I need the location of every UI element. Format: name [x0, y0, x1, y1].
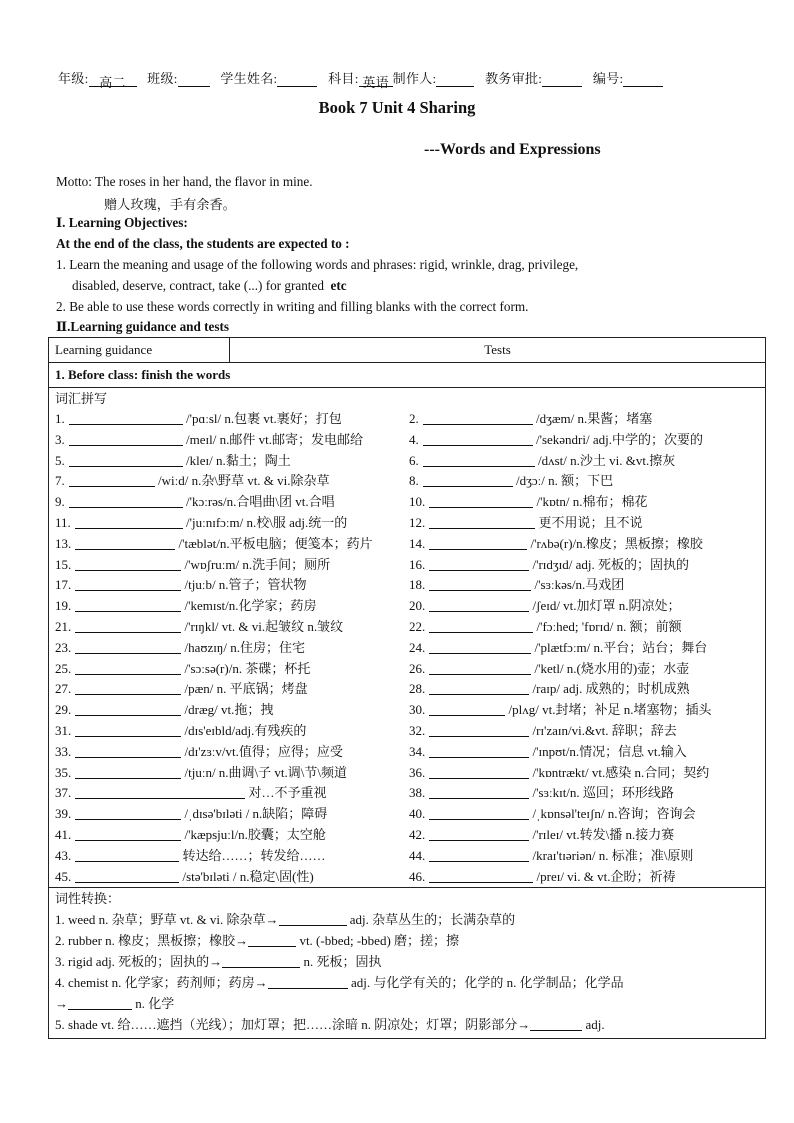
vocab-item — [409, 575, 759, 596]
vocab-item — [409, 783, 759, 804]
objective-1-line-1: 1. Learn the meaning and usage of the following words and phrases: rigid, wrinkle, drag, privilege, — [56, 257, 579, 272]
vocab-answer-blank[interactable] — [75, 618, 181, 633]
author-field[interactable] — [436, 72, 474, 87]
vocab-definition: /dʒæm/ n.果酱；堵塞 — [532, 411, 653, 426]
vocab-definition: /'sɜːkəs/n.马戏团 — [531, 577, 625, 593]
arrow-icon: → — [55, 996, 68, 1012]
vocab-definition: /preɪ/ vi. & vt.企盼；祈祷 — [533, 868, 676, 884]
vocab-definition: /'sɜːkɪt/n. 巡回；环形线路 — [529, 785, 674, 801]
vocab-definition: /'pɑːsl/ n.包裹 vt.裹好；打包 — [182, 411, 342, 426]
vocab-definition: /dʌst/ n.沙土 vi. &vt.擦灰 — [534, 452, 676, 468]
vocab-item — [55, 617, 409, 638]
vocab-item — [409, 555, 759, 576]
conversion-list — [55, 909, 759, 1035]
vocab-number: 6. — [409, 452, 419, 468]
objective-2: 2. Be able to use these words correctly in writing and filling blanks with the correct form. — [56, 299, 529, 314]
vocab-item-row — [55, 846, 759, 867]
vocab-definition: /dʒɔː/ n. 额；下巴 — [512, 473, 614, 489]
page-title: Book 7 Unit 4 Sharing — [318, 98, 476, 117]
vocab-definition: /'kɔːrəs/n.合唱曲\团 vt.合唱 — [182, 494, 335, 510]
vocab-definition: /'fɔːhed; 'fɒrɪd/ n. 额；前额 — [533, 618, 682, 634]
vocab-item — [409, 451, 759, 472]
vocab-item — [409, 763, 759, 784]
vocab-number: 11. — [55, 514, 71, 530]
vocab-number: 44. — [409, 847, 426, 863]
vocab-number: 21. — [55, 618, 72, 634]
conversion-answer-blank[interactable] — [248, 932, 296, 947]
vocab-definition: /'ketl/ n.(烧水用的)壶；水壶 — [531, 660, 690, 676]
vocab-number: 25. — [55, 660, 72, 676]
vocab-definition: /meɪl/ n.邮件 vt.邮寄；发电邮给 — [182, 431, 363, 447]
vocab-number: 22. — [409, 618, 426, 634]
vocab-item — [55, 451, 409, 472]
vocab-number: 14. — [409, 535, 426, 551]
vocab-definition: /dɪ'zɜːv/vt.值得；应得；应受 — [181, 743, 343, 759]
vocab-item — [55, 471, 409, 492]
vocab-item — [409, 825, 759, 846]
vocab-item — [55, 659, 409, 680]
vocab-answer-blank[interactable] — [75, 701, 181, 716]
vocab-number: 40. — [409, 806, 426, 822]
student-name-label: 学生姓名: — [220, 71, 278, 86]
vocab-answer-blank[interactable] — [69, 431, 183, 446]
vocab-cell — [49, 388, 766, 888]
vocab-definition: 更不用说；且不说 — [535, 514, 643, 530]
conversion-item — [55, 930, 759, 951]
vocab-definition: /'rɪdʒɪd/ adj. 死板的；固执的 — [529, 556, 690, 572]
vocab-item-row — [55, 492, 759, 513]
vocab-definition: /'kæpsjuːl/n.胶囊；太空舱 — [181, 826, 326, 842]
vocab-definition: /haʊzɪŋ/ n.住房；住宅 — [181, 639, 305, 655]
vocab-number: 1. — [55, 411, 65, 426]
vocab-item-row — [55, 451, 759, 472]
vocab-answer-blank[interactable] — [69, 452, 183, 467]
vocab-item — [55, 721, 409, 742]
vocab-item-row — [55, 638, 759, 659]
vocab-definition: /ʃeɪd/ vt.加灯罩 n.阴凉处； — [529, 598, 681, 614]
vocab-number: 10. — [409, 494, 426, 510]
vocab-definition: 对…不予重视 — [245, 785, 327, 801]
vocab-number: 4. — [409, 431, 419, 447]
vocab-answer-blank[interactable] — [75, 597, 181, 612]
vocab-answer-blank[interactable] — [75, 743, 181, 758]
worksheet-header — [58, 68, 748, 90]
vocab-answer-blank[interactable] — [423, 472, 513, 487]
vocab-answer-blank[interactable] — [75, 826, 181, 841]
vocab-definition: /'kɒtn/ n.棉布；棉花 — [533, 494, 648, 510]
grade-label: 年级: — [58, 71, 89, 86]
vocab-number: 19. — [55, 598, 72, 614]
vocab-item — [409, 867, 759, 888]
vocab-answer-blank[interactable] — [429, 722, 529, 737]
vocab-item — [409, 409, 759, 430]
vocab-item — [55, 492, 409, 513]
vocab-item — [55, 679, 409, 700]
vocab-answer-blank[interactable] — [75, 868, 179, 883]
student-name-field[interactable] — [277, 72, 317, 87]
conversion-title: 词性转换： — [55, 891, 121, 907]
vocab-item-row — [55, 783, 759, 804]
vocab-answer-blank[interactable] — [69, 493, 183, 508]
vocab-number: 41. — [55, 826, 72, 842]
vocab-item — [409, 679, 759, 700]
vocab-answer-blank[interactable] — [429, 660, 531, 675]
vocab-number: 37. — [55, 785, 72, 801]
vocab-number: 35. — [55, 764, 72, 780]
vocab-definition: /'wɒʃruːm/ n.洗手间；厕所 — [181, 556, 331, 572]
vocab-definition: 转达给……；转发给…… — [179, 847, 326, 863]
vocab-number: 42. — [409, 826, 426, 842]
vocab-number: 18. — [409, 577, 426, 593]
conversion-prompt: 5. shade vt. 给……遮挡（光线）；加灯罩；把……涂暗 n. 阴凉处；灯罩；阴影部分→ — [55, 1017, 531, 1033]
conversion-answer-blank[interactable] — [279, 911, 347, 926]
vocab-definition: /'rʌbə(r)/n.橡皮；黑板擦；橡胶 — [527, 535, 703, 551]
vocab-list — [55, 409, 759, 887]
conversion-row — [49, 888, 766, 1039]
vocab-definition: /'ɪnpʊt/n.情况；信息 vt.输入 — [529, 743, 687, 759]
vocab-definition: /kraɪ'tɪəriən/ n. 标准；准\原则 — [529, 847, 694, 863]
vocab-item — [409, 617, 759, 638]
vocab-item-row — [55, 575, 759, 596]
vocab-definition: /kleɪ/ n.黏土；陶土 — [182, 452, 291, 468]
vocab-item-row — [55, 700, 759, 721]
objective-intro: At the end of the class, the students are expected to : — [56, 236, 350, 251]
vocab-definition: /rɪ'zaɪn/vi.&vt. 辞职；辞去 — [529, 722, 677, 738]
vocab-number: 23. — [55, 639, 72, 655]
objective-1-words: disabled, deserve, contract, take (...) for granted — [72, 278, 324, 293]
conversion-answer-blank[interactable] — [268, 974, 348, 989]
vocab-answer-blank[interactable] — [429, 535, 527, 550]
vocab-answer-blank[interactable] — [75, 805, 181, 820]
vocab-answer-blank[interactable] — [423, 410, 533, 425]
vocab-item — [55, 555, 409, 576]
vocab-definition: /tjuːb/ n.管子；管状物 — [181, 577, 307, 593]
vocab-item-row — [55, 409, 759, 430]
objective-1-line-2 — [72, 278, 347, 294]
review-label: 教务审批: — [485, 71, 543, 86]
vocab-number: 13. — [55, 535, 72, 551]
vocab-item-row — [55, 659, 759, 680]
vocab-item — [409, 492, 759, 513]
vocab-item — [55, 638, 409, 659]
vocab-definition: /raɪp/ adj. 成熟的；时机成熟 — [529, 681, 690, 697]
conversion-answer-blank[interactable] — [530, 1016, 582, 1031]
vocab-item-row — [55, 763, 759, 784]
vocab-item — [55, 700, 409, 721]
vocab-answer-blank[interactable] — [429, 826, 529, 841]
vocab-item-row — [55, 430, 759, 451]
vocab-answer-blank[interactable] — [429, 493, 533, 508]
vocab-answer-blank[interactable] — [69, 410, 183, 425]
vocab-answer-blank[interactable] — [429, 618, 533, 633]
vocab-definition: /plʌg/ vt.封堵；补足 n.堵塞物；插头 — [505, 702, 712, 718]
conversion-gloss: adj. — [582, 1017, 605, 1033]
vocab-definition: /'kemɪst/n.化学家；药房 — [181, 598, 317, 614]
vocab-item-row — [55, 596, 759, 617]
vocab-number: 43. — [55, 847, 72, 863]
vocab-answer-blank[interactable] — [429, 556, 529, 571]
conversion-prompt: 2. rubber n. 橡皮；黑板擦；橡胶→ — [55, 933, 249, 949]
vocab-definition: /stə'bɪləti / n.稳定\固(性) — [179, 868, 314, 884]
vocab-item — [409, 513, 759, 534]
vocab-item — [55, 513, 409, 534]
vocab-item — [55, 763, 409, 784]
vocab-item — [55, 846, 409, 867]
vocab-number: 8. — [409, 473, 419, 489]
vocab-item — [409, 721, 759, 742]
vocab-number: 30. — [409, 702, 426, 718]
vocab-item-row — [55, 721, 759, 742]
vocab-number: 33. — [55, 743, 72, 759]
vocab-item — [55, 742, 409, 763]
vocab-definition: /tjuːn/ n.曲调\子 vt.调\节\频道 — [181, 764, 348, 780]
conversion-gloss: n. 死板；固执 — [300, 954, 382, 970]
vocab-item — [409, 804, 759, 825]
vocab-number: 38. — [409, 785, 426, 801]
vocab-item — [55, 409, 409, 430]
vocab-number: 12. — [409, 514, 426, 530]
author-label: 制作人: — [392, 71, 437, 86]
vocab-item-row — [55, 471, 759, 492]
vocab-item — [409, 534, 759, 555]
number-field[interactable] — [623, 72, 663, 87]
conversion-prompt: 4. chemist n. 化学家；药剂师；药房→ — [55, 975, 268, 991]
vocab-item-row — [55, 804, 759, 825]
vocab-answer-blank[interactable] — [429, 847, 529, 862]
vocab-item-row — [55, 867, 759, 888]
vocab-item-row — [55, 534, 759, 555]
subject-field[interactable]: 英语 — [359, 72, 393, 87]
vocab-item — [409, 430, 759, 451]
vocab-number: 45. — [55, 868, 72, 884]
vocab-item-row — [55, 513, 759, 534]
vocab-item — [409, 596, 759, 617]
conversion-gloss: adj. 与化学有关的；化学的 n. 化学制品；化学品 — [347, 975, 624, 991]
vocab-number: 7. — [55, 473, 65, 489]
vocab-answer-blank[interactable] — [429, 743, 529, 758]
vocab-item — [409, 659, 759, 680]
vocab-title: 词汇拼写 — [55, 391, 108, 406]
vocab-number: 26. — [409, 660, 426, 676]
vocab-number: 24. — [409, 639, 426, 655]
vocab-answer-blank[interactable] — [75, 576, 181, 591]
vocab-answer-blank[interactable] — [429, 805, 529, 820]
vocab-definition: /dræg/ vt.拖；拽 — [181, 702, 274, 718]
section-guidance-title: Ⅱ.Learning guidance and tests — [56, 319, 230, 334]
vocab-item — [55, 825, 409, 846]
vocab-item — [55, 430, 409, 451]
vocab-number: 5. — [55, 452, 65, 468]
table-header-row — [49, 338, 766, 363]
vocab-definition: /'tæblət/n.平板电脑；便笺本；药片 — [175, 535, 373, 551]
vocab-item — [409, 742, 759, 763]
vocab-definition: /dɪs'eɪbld/adj.有残疾的 — [181, 722, 307, 738]
conversion-item — [55, 972, 759, 993]
vocab-answer-blank[interactable] — [75, 660, 181, 675]
vocab-item-row — [55, 679, 759, 700]
before-class-row — [49, 363, 766, 388]
vocab-number: 16. — [409, 556, 426, 572]
vocab-number: 27. — [55, 681, 72, 697]
header-learning-guidance: Learning guidance — [49, 338, 230, 363]
review-field[interactable] — [542, 72, 582, 87]
vocab-answer-blank[interactable] — [429, 576, 531, 591]
vocab-number: 17. — [55, 577, 72, 593]
conversion-gloss: adj. 杂草丛生的；长满杂草的 — [346, 912, 516, 928]
guidance-table — [48, 337, 766, 1039]
vocab-item — [409, 638, 759, 659]
conversion-item — [55, 1014, 759, 1035]
vocab-answer-blank[interactable] — [429, 680, 529, 695]
vocab-number: 34. — [409, 743, 426, 759]
vocab-definition: /'kɒntrækt/ vt.感染 n.合同；契约 — [529, 764, 710, 780]
grade-field[interactable]: 高二 — [89, 72, 137, 87]
vocab-answer-blank[interactable] — [75, 639, 181, 654]
vocab-item-row — [55, 742, 759, 763]
vocab-definition: /ˌdɪsə'bɪləti / n.缺陷；障碍 — [181, 806, 328, 822]
vocab-answer-blank[interactable] — [75, 722, 181, 737]
vocab-answer-blank[interactable] — [75, 514, 183, 529]
vocab-answer-blank[interactable] — [429, 784, 529, 799]
vocab-item-row — [55, 617, 759, 638]
vocab-item — [55, 783, 409, 804]
vocab-number: 32. — [409, 722, 426, 738]
vocab-definition: /pæn/ n. 平底锅；烤盘 — [181, 681, 308, 697]
class-label: 班级: — [147, 71, 178, 86]
motto-english: Motto: The roses in her hand, the flavor in mine. — [56, 174, 313, 189]
conversion-item — [55, 909, 759, 930]
vocab-number: 31. — [55, 722, 72, 738]
before-class-title: 1. Before class: finish the words — [49, 363, 766, 388]
vocab-item — [55, 575, 409, 596]
vocab-number: 15. — [55, 556, 72, 572]
conversion-answer-blank[interactable] — [68, 995, 132, 1010]
page-subtitle: ---Words and Expressions — [424, 141, 601, 158]
vocab-answer-blank[interactable] — [423, 431, 533, 446]
header-tests: Tests — [230, 338, 766, 363]
conversion-answer-blank[interactable] — [222, 953, 300, 968]
subject-label: 科目: — [328, 71, 359, 86]
vocab-item — [55, 596, 409, 617]
vocab-item-row — [55, 825, 759, 846]
vocab-item — [409, 846, 759, 867]
vocab-item — [409, 700, 759, 721]
vocab-answer-blank[interactable] — [423, 452, 535, 467]
conversion-cell — [49, 888, 766, 1039]
vocab-answer-blank[interactable] — [429, 639, 531, 654]
vocab-number: 46. — [409, 868, 426, 884]
vocab-answer-blank[interactable] — [75, 535, 175, 550]
vocab-definition: /'rɪŋkl/ vt. & vi.起皱纹 n.皱纹 — [181, 618, 344, 634]
vocab-answer-blank[interactable] — [429, 597, 529, 612]
vocab-item — [55, 804, 409, 825]
vocab-definition: /'juːnɪfɔːm/ n.校\服 adj.统一的 — [182, 514, 348, 530]
vocab-definition: /'sɔːsə(r)/n. 茶碟；杯托 — [181, 660, 311, 676]
vocab-answer-blank[interactable] — [429, 514, 535, 529]
conversion-prompt: 1. weed n. 杂草；野草 vt. & vi. 除杂草→ — [55, 912, 279, 928]
vocab-item — [55, 534, 409, 555]
conversion-gloss: n. 化学 — [132, 996, 175, 1012]
vocab-number: 2. — [409, 411, 419, 426]
vocab-definition: /wiːd/ n.杂\野草 vt. & vi.除杂草 — [154, 473, 330, 489]
vocab-definition: /ˌkɒnsəl'teɪʃn/ n.咨询；咨询会 — [529, 806, 696, 822]
section-objectives-title: Ⅰ. Learning Objectives: — [56, 215, 188, 230]
vocab-number: 39. — [55, 806, 72, 822]
vocab-number: 29. — [55, 702, 72, 718]
vocab-number: 36. — [409, 764, 426, 780]
vocab-number: 9. — [55, 494, 65, 510]
vocab-answer-blank[interactable] — [75, 680, 181, 695]
vocab-number: 3. — [55, 431, 65, 447]
vocab-answer-blank[interactable] — [429, 868, 533, 883]
vocab-definition: /'plætfɔːm/ n.平台；站台；舞台 — [531, 639, 708, 655]
class-field[interactable] — [178, 72, 210, 87]
conversion-item — [55, 951, 759, 972]
vocab-number: 28. — [409, 681, 426, 697]
vocab-answer-blank[interactable] — [429, 764, 529, 779]
conversion-prompt: 3. rigid adj. 死板的；固执的→ — [55, 954, 223, 970]
conversion-gloss: vt. (-bbed; -bbed) 磨；搓；擦 — [296, 933, 460, 949]
vocab-number: 20. — [409, 598, 426, 614]
vocab-answer-blank[interactable] — [429, 701, 505, 716]
vocab-answer-blank[interactable] — [69, 472, 155, 487]
vocab-answer-blank[interactable] — [75, 784, 245, 799]
vocab-definition: /'rɪleɪ/ vt.转发\播 n.接力赛 — [529, 826, 675, 842]
vocab-item — [55, 867, 409, 888]
vocab-row — [49, 388, 766, 888]
vocab-definition: /'sekəndri/ adj.中学的；次要的 — [532, 431, 703, 447]
vocab-answer-blank[interactable] — [75, 847, 179, 862]
vocab-item-row — [55, 555, 759, 576]
motto-chinese: 赠人玫瑰，手有余香。 — [104, 197, 236, 212]
number-label: 编号: — [592, 71, 624, 86]
objective-1-etc: etc — [330, 278, 347, 293]
vocab-answer-blank[interactable] — [75, 556, 181, 571]
vocab-item — [409, 471, 759, 492]
conversion-item — [55, 993, 759, 1014]
vocab-answer-blank[interactable] — [75, 764, 181, 779]
